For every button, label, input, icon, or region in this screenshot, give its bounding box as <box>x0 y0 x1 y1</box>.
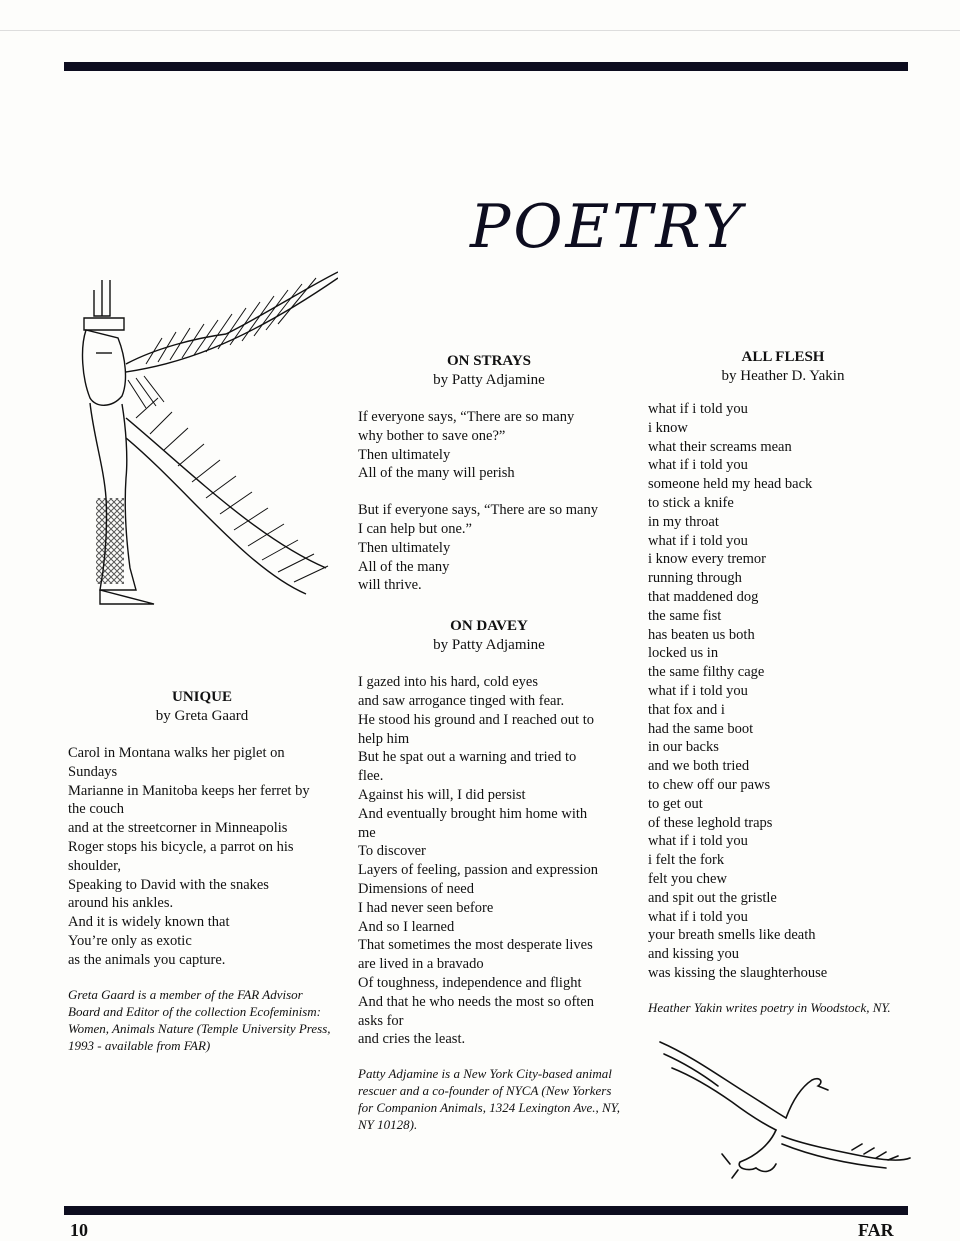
poem-line: Speaking to David with the snakes <box>68 876 269 893</box>
poem-line: Dimensions of need <box>358 880 474 897</box>
poem-unique <box>68 688 336 1054</box>
poem-line: I had never seen before <box>358 899 494 916</box>
bottom-rule <box>64 1206 908 1215</box>
poem-title: ON DAVEY <box>450 618 528 635</box>
middle-column <box>358 352 620 1133</box>
winged-goddess-illustration <box>66 268 338 608</box>
poem-line: to chew off our paws <box>648 776 771 793</box>
poem-line: why bother to save one?” <box>358 427 506 444</box>
poem-line: to get out <box>648 795 703 812</box>
poem-stanza <box>358 501 620 595</box>
poem-line: i felt the fork <box>648 852 725 869</box>
poem-line: If everyone says, “There are so many <box>358 409 575 425</box>
poem-all-flesh <box>648 348 918 1016</box>
poem-line: help him <box>358 730 410 747</box>
poem-line: And that he who needs the most so often <box>358 993 594 1010</box>
footer-publication-label: FAR <box>858 1220 894 1240</box>
poem-line: But if everyone says, “There are so many <box>358 502 598 519</box>
poem-line: what their screams mean <box>648 438 792 455</box>
poem-line: what if i told you <box>648 833 748 850</box>
poem-line: what if i told you <box>648 908 748 925</box>
poem-line: All of the many <box>358 558 450 575</box>
poem-title: UNIQUE <box>171 689 232 705</box>
poem-line: of these leghold traps <box>648 814 773 831</box>
poem-line: And it is widely known that <box>68 914 230 931</box>
poem-line: Then ultimately <box>358 539 451 556</box>
poem-body <box>68 744 336 970</box>
poem-title: ALL FLESH <box>741 349 825 365</box>
poem-stanza <box>358 408 620 483</box>
poem-line: are lived in a bravado <box>358 956 484 973</box>
poem-byline: by Heather D. Yakin <box>721 368 845 384</box>
poem-line: and at the streetcorner in Minneapolis <box>68 820 288 837</box>
poem-line: your breath smells like death <box>648 927 816 944</box>
poem-line: and saw arrogance tinged with fear. <box>358 692 565 709</box>
poem-body <box>648 400 918 983</box>
poem-line: All of the many will perish <box>358 465 515 482</box>
top-rule <box>64 62 908 71</box>
poem-line: Sundays <box>68 763 118 780</box>
poem-line: Then ultimately <box>358 446 451 463</box>
poem-line: Layers of feeling, passion and expression <box>358 862 598 879</box>
poem-line: what if i told you <box>648 532 748 549</box>
poem-line: and we both tried <box>648 758 750 775</box>
poem-line: me <box>358 824 376 841</box>
poem-line: the same fist <box>648 607 722 624</box>
poem-line: Of toughness, independence and flight <box>358 974 582 991</box>
poem-line: around his ankles. <box>68 895 174 912</box>
poem-body <box>358 673 620 1049</box>
poem-line: the same filthy cage <box>648 664 765 681</box>
poem-line: someone held my head back <box>648 476 813 493</box>
poem-byline: by Greta Gaard <box>155 708 249 724</box>
poem-title: ON STRAYS <box>446 353 532 369</box>
poem-line: was kissing the slaughterhouse <box>648 964 828 981</box>
poem-line: asks for <box>358 1012 404 1029</box>
poem-line: Carol in Montana walks her piglet on <box>68 745 285 761</box>
page-number: 10 <box>70 1220 88 1240</box>
poem-line: in our backs <box>648 739 719 756</box>
poem-line: as the animals you capture. <box>68 951 226 968</box>
poem-line: and spit out the gristle <box>648 889 777 906</box>
poem-line: i know <box>648 419 688 436</box>
poem-line: Roger stops his bicycle, a parrot on his <box>68 838 294 855</box>
poem-line: what if i told you <box>648 457 748 474</box>
poem-line: the couch <box>68 801 124 818</box>
poem-line: what if i told you <box>648 401 748 417</box>
poem-line: I gazed into his hard, cold eyes <box>358 674 538 691</box>
poem-line: And so I learned <box>358 918 455 935</box>
poem-line: to stick a knife <box>648 494 734 511</box>
poem-byline: by Patty Adjamine <box>433 372 545 388</box>
poem-line: had the same boot <box>648 720 754 737</box>
poem-line: has beaten us both <box>648 626 755 643</box>
poem-byline: by Patty Adjamine <box>433 637 545 654</box>
poem-line: running through <box>648 570 742 587</box>
poem-line: in my throat <box>648 513 719 530</box>
poem-line: Against his will, I did persist <box>358 786 526 803</box>
poem-line: felt you chew <box>648 870 727 887</box>
poem-line: To discover <box>358 843 426 860</box>
poem-line: flee. <box>358 768 384 785</box>
author-note: Greta Gaard is a member of the FAR Advisor Board and Editor of the collection Ecofeminism: Women, Animals Nature (Temple University Press, 1993 - available from FAR) <box>68 986 331 1053</box>
poem-line: shoulder, <box>68 857 121 874</box>
author-note: Heather Yakin writes poetry in Woodstock, NY. <box>648 999 891 1015</box>
poem-line: what if i told you <box>648 682 748 699</box>
poem-line: that fox and i <box>648 701 725 718</box>
poem-line: He stood his ground and I reached out to <box>358 711 594 728</box>
poem-line: That sometimes the most desperate lives <box>358 937 593 954</box>
author-note: Patty Adjamine is a New York City-based animal rescuer and a co-founder of NYCA (New Yorkers for Companion Animals, 1324 Lexington Ave., NY, NY 10128). <box>358 1066 620 1133</box>
poem-line: But he spat out a warning and tried to <box>358 749 577 766</box>
poem-line: and cries the least. <box>358 1031 466 1048</box>
poem-line: will thrive. <box>358 577 422 594</box>
page-edge <box>0 0 960 31</box>
poem-line: i know every tremor <box>648 551 766 568</box>
poem-line: You’re only as exotic <box>68 932 192 949</box>
poem-line: that maddened dog <box>648 588 759 605</box>
poem-line: Marianne in Manitoba keeps her ferret by <box>68 782 310 799</box>
poem-line: And eventually brought him home with <box>358 805 588 822</box>
page-title: POETRY <box>470 192 745 262</box>
poem-line: locked us in <box>648 645 719 662</box>
poem-line: and kissing you <box>648 946 740 963</box>
flying-bird-illustration <box>652 1032 912 1182</box>
poem-line: I can help but one.” <box>358 520 472 537</box>
